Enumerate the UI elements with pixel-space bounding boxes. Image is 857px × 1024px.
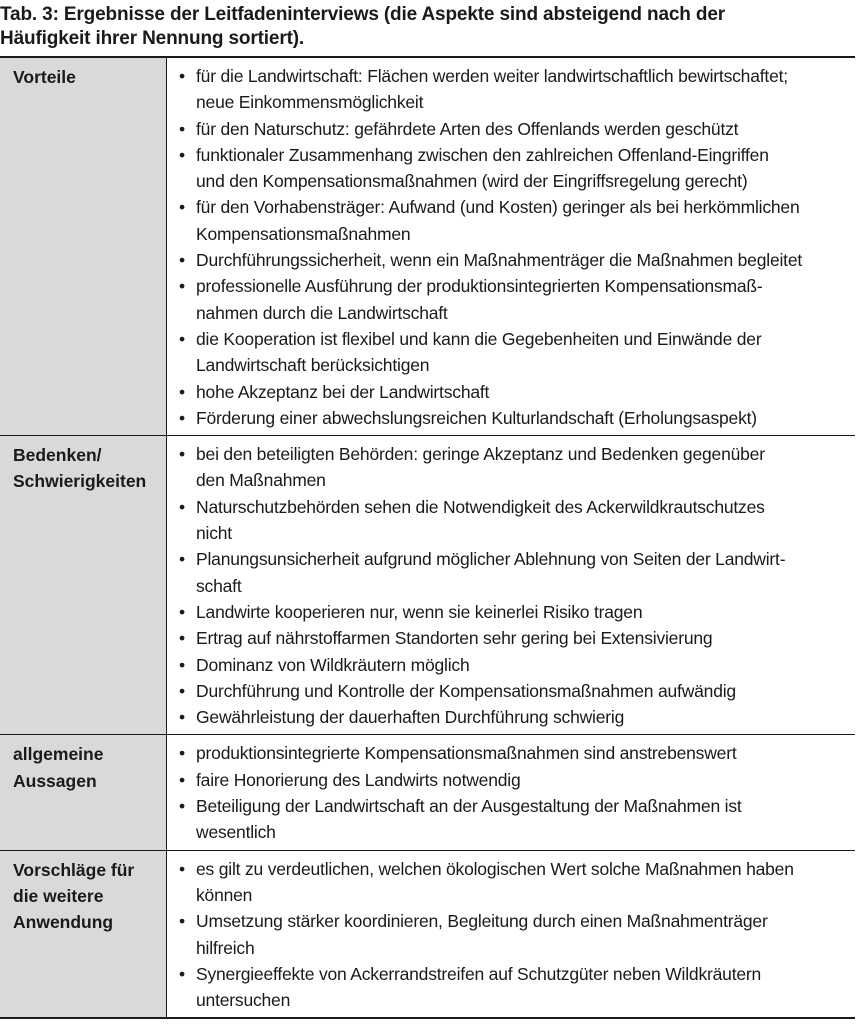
list-item-line: • für den Naturschutz: gefährdete Arten des Offenlands werden geschützt [196,118,739,139]
list-item [179,908,855,961]
list-item [179,142,855,195]
list-item-line: • Beteiligung der Landwirtschaft an der Ausgestaltung der Maßnahmen ist [196,796,742,817]
list-item [179,441,855,494]
list-item-line: und den Kompensationsmaßnahmen (wird der Eingriffsregelung gerecht) [196,171,748,192]
list-item-line: • Umsetzung stärker koordinieren, Begleitung durch einen Maßnahmenträger [196,911,768,932]
list-item [179,678,855,704]
row-label-line: Vorschläge für [13,859,135,880]
row-label-line: die weitere [13,885,104,906]
list-item-line: • professionelle Ausführung der produktionsintegrierten Kompensationsmaß- [196,276,763,297]
list-item [179,961,855,1014]
list-item [179,326,855,379]
bullet-list [179,441,855,730]
list-item-line: können [196,884,253,905]
row-label-line: Schwierigkeiten [13,471,147,492]
list-item [179,652,855,678]
list-item-line: • Synergieeffekte von Ackerrandstreifen auf Schutzgüter neben Wildkräutern [196,963,762,984]
caption-line: Häufigkeit ihrer Nennung sortiert). [0,28,305,49]
row-label-cell [0,851,167,1018]
list-item-line: • Durchführung und Kontrolle der Kompensationsmaßnahmen aufwändig [196,680,736,701]
row-label-line: Bedenken/ [13,445,102,466]
list-item [179,625,855,651]
list-item [179,740,855,766]
caption-line: Tab. 3: Ergebnisse der Leitfadeninterviews (die Aspekte sind absteigend nach der [0,4,725,25]
list-item-line: wesentlich [196,822,276,843]
row-label-cell [0,436,167,734]
list-item [179,405,855,431]
list-item-line: • funktionaler Zusammenhang zwischen den zahlreichen Offenland-Eingriffen [196,144,769,165]
row-label-cell [0,58,167,435]
list-item [179,194,855,247]
table-row [0,850,855,1018]
list-item-line: untersuchen [196,990,291,1011]
list-item-line: • Durchführungssicherheit, wenn ein Maßnahmenträger die Maßnahmen begleitet [196,250,803,271]
list-item-line: • für den Vorhabensträger: Aufwand (und Kosten) geringer als bei herkömmlichen [196,197,800,218]
list-item-line: • die Kooperation ist flexibel und kann die Gegebenheiten und Einwände der [196,328,762,349]
list-item [179,856,855,909]
list-item-line: • Gewährleistung der dauerhaften Durchführung schwierig [196,707,625,728]
list-item [179,379,855,405]
row-label-cell [0,735,167,849]
list-item-line: Kompensationsmaßnahmen [196,223,411,244]
row-content-cell [167,58,855,435]
list-item [179,704,855,730]
row-content-cell [167,436,855,734]
list-item-line: • Ertrag auf nährstoffarmen Standorten sehr gering bei Extensivierung [196,628,713,649]
list-item [179,247,855,273]
bullet-list [179,740,855,845]
row-label-line: allgemeine [13,744,104,765]
table-row [0,58,855,435]
list-item-line: • Förderung einer abwechslungsreichen Kulturlandschaft (Erholungsaspekt) [196,407,757,428]
list-item-line: • Planungsunsicherheit aufgrund möglicher Ablehnung von Seiten der Landwirt- [196,549,786,570]
bullet-list [179,856,855,1014]
list-item-line: • Naturschutzbehörden sehen die Notwendigkeit des Ackerwildkrautschutzes [196,496,765,517]
table-caption [0,3,857,51]
list-item [179,793,855,846]
list-item-line: • hohe Akzeptanz bei der Landwirtschaft [196,381,490,402]
list-item [179,273,855,326]
list-item-line: schaft [196,575,242,596]
table-row [0,435,855,734]
list-item-line: • es gilt zu verdeutlichen, welchen ökologischen Wert solche Maßnahmen haben [196,858,794,879]
list-item-line: den Maßnahmen [196,470,326,491]
list-item-line: • produktionsintegrierte Kompensationsmaßnahmen sind anstrebenswert [196,743,737,764]
row-content-cell [167,851,855,1018]
bullet-list [179,63,855,431]
list-item-line: • Dominanz von Wildkräutern möglich [196,654,470,675]
list-item [179,599,855,625]
row-label-line: Anwendung [13,912,114,933]
row-label-line: Aussagen [13,770,97,791]
list-item-line: • faire Honorierung des Landwirts notwendig [196,769,521,790]
list-item-line: hilfreich [196,937,255,958]
list-item-line: neue Einkommensmöglichkeit [196,92,424,113]
list-item-line: nahmen durch die Landwirtschaft [196,302,448,323]
row-label-line: Vorteile [13,67,76,87]
list-item-line: • Landwirte kooperieren nur, wenn sie keinerlei Risiko tragen [196,601,643,622]
results-table [0,56,855,1019]
list-item-line: nicht [196,523,232,544]
list-item [179,116,855,142]
list-item-line: • bei den beteiligten Behörden: geringe Akzeptanz und Bedenken gegenüber [196,444,765,465]
row-content-cell [167,735,855,849]
list-item [179,767,855,793]
list-item-line: Landwirtschaft berücksichtigen [196,355,430,376]
table-row [0,734,855,849]
list-item [179,546,855,599]
list-item [179,494,855,547]
list-item-line: • für die Landwirtschaft: Flächen werden weiter landwirtschaftlich bewirtschaftet; [196,66,788,86]
list-item [179,63,855,116]
